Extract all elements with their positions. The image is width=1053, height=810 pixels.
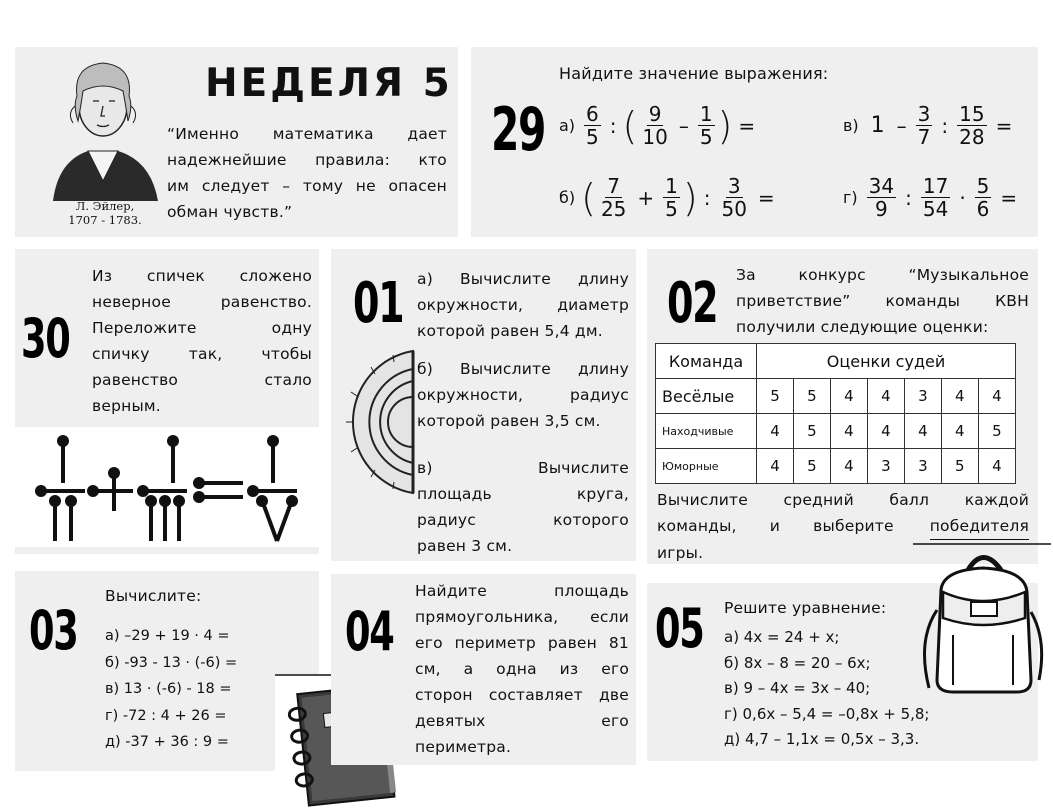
- task-number-02: 02: [667, 271, 718, 336]
- list-item: г) 0,6х – 5,4 = –0,8х + 5,8;: [724, 704, 930, 723]
- task-03-list: [105, 623, 237, 756]
- table-header-scores: Оценки судей: [757, 344, 1016, 379]
- scores-table: [655, 343, 1016, 484]
- euler-quote: “Именно математика дает надежнейшие правила: кто им следует – тому не опасен обман чувств.”: [167, 125, 447, 221]
- task-30-text: Из спичек сложено неверное равенство. Переложите одну спичку так, чтобы равенство стало верным.: [92, 267, 312, 415]
- list-item: в) 9 – 4х = 3х – 40;: [724, 679, 871, 697]
- list-item: а) –29 + 19 · 4 =: [105, 628, 230, 644]
- task-03-title: Вычислите:: [105, 587, 202, 605]
- table-row: Юморные 4 5 4 3 3 5 4: [656, 449, 1016, 484]
- expression-v: в) 1 – $\frac{3}{7}$ : $\frac{15}{28}$ =: [843, 102, 1013, 149]
- task-01-part-v: в) Вычислите площадь круга, радиус которого равен 3 см.: [417, 459, 629, 555]
- page-title: НЕДЕЛЯ 5: [205, 61, 453, 106]
- task-number-05: 05: [655, 597, 704, 660]
- task-04-card: [331, 574, 636, 765]
- task-01-part-a: а) Вычислите длину окружности, диаметр которой равен 5,4 дм.: [417, 270, 629, 340]
- task-number-01: 01: [353, 271, 404, 336]
- table-row: Находчивые 4 5 4 4 4 4 5: [656, 414, 1016, 449]
- task-29-card: [471, 47, 1038, 237]
- list-item: д) -37 + 36 : 9 =: [105, 734, 229, 750]
- backpack-illustration: [913, 540, 1051, 700]
- task-03-card: [15, 571, 319, 771]
- task-29-instruction: Найдите значение выражения:: [559, 64, 829, 83]
- task-02-card: [647, 249, 1038, 564]
- list-item: б) 8х – 8 = 20 – 6х;: [724, 653, 871, 672]
- protractor-icon: [313, 347, 423, 497]
- euler-portrait: [33, 51, 173, 201]
- task-number-29: 29: [491, 95, 546, 165]
- task-number-30: 30: [21, 307, 70, 370]
- list-item: а) 4х = 24 + х;: [724, 628, 840, 646]
- table-header-team: Команда: [656, 344, 757, 379]
- task-number-04: 04: [345, 600, 394, 663]
- table-row: Весёлые 5 5 4 4 3 4 4: [656, 379, 1016, 414]
- winner-word: победителя: [930, 513, 1029, 540]
- portrait-caption-years: 1707 - 1783.: [68, 213, 142, 227]
- task-01-part-b: б) Вычислите длину окружности, радиус которой равен 3,5 см.: [417, 360, 629, 430]
- task-02-outro: Вычислите средний балл каждой команды, и выберите победителя игры.: [657, 491, 1029, 562]
- list-item: д) 4,7 – 1,1х = 0,5х – 3,3.: [724, 730, 920, 748]
- list-item: в) 13 · (-6) - 18 =: [105, 681, 232, 697]
- expression-b: б) ( $\frac{7}{25}$ + $\frac{1}{5}$ ) : $\frac{3}{50}$ =: [559, 174, 775, 221]
- header-card: [15, 47, 458, 237]
- matchstick-puzzle: [15, 427, 319, 547]
- task-30-card: [15, 249, 319, 554]
- expression-g: г) $\frac{34}{9}$ : $\frac{17}{54}$ · $\frac{5}{6}$ =: [843, 174, 1018, 221]
- portrait-caption-name: Л. Эйлер,: [75, 199, 135, 213]
- task-02-intro: За конкурс “Музыкальное приветствие” команды КВН получили следующие оценки:: [736, 266, 1029, 336]
- task-05-title: Решите уравнение:: [724, 599, 887, 617]
- list-item: б) -93 - 13 · (-6) =: [105, 654, 238, 671]
- task-04-text: Найдите площадь прямоугольника, если его периметр равен 81 см, а одна из его сторон составляет две девятых его периметра.: [415, 582, 629, 756]
- task-01-card: [331, 249, 636, 561]
- list-item: г) -72 : 4 + 26 =: [105, 707, 227, 724]
- task-number-03: 03: [29, 599, 78, 662]
- expression-a: а) $\frac{6}{5}$ : ( $\frac{9}{10}$ – $\frac{1}{5}$ ) =: [559, 102, 756, 149]
- task-05-list: [724, 625, 929, 753]
